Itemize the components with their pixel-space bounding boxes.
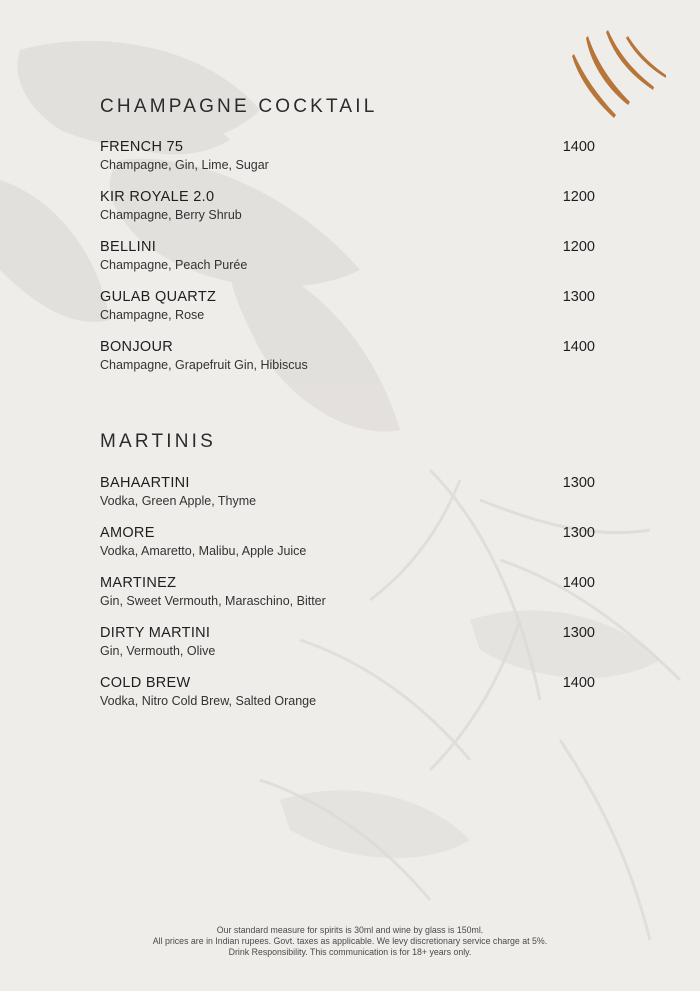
item-description: Champagne, Berry Shrub: [100, 208, 242, 222]
footer-disclaimer: [0, 925, 700, 958]
menu-item-dirty-martini: [100, 625, 595, 665]
item-price: 1200: [562, 189, 595, 205]
item-name: FRENCH 75: [100, 139, 184, 155]
menu-item-gulab-quartz: [100, 289, 595, 329]
item-name: BELLINI: [100, 239, 157, 255]
item-name: DIRTY MARTINI: [100, 625, 211, 641]
footer-line-prices: All prices are in Indian rupees. Govt. taxes as applicable. We levy discretionary service charge at 5%.: [152, 936, 548, 946]
menu-item-bonjour: [100, 339, 595, 379]
item-description: Champagne, Rose: [100, 308, 205, 322]
section-title-martinis: MARTINIS: [100, 431, 217, 452]
item-price: 1400: [562, 675, 595, 691]
item-name: COLD BREW: [100, 675, 191, 691]
item-price: 1300: [562, 625, 595, 641]
item-description: Champagne, Grapefruit Gin, Hibiscus: [100, 358, 308, 372]
item-price: 1300: [562, 525, 595, 541]
item-name: AMORE: [100, 525, 155, 541]
item-price: 1400: [562, 339, 595, 355]
item-price: 1400: [562, 139, 595, 155]
item-description: Vodka, Amaretto, Malibu, Apple Juice: [100, 544, 307, 558]
section-title-champagne-cocktail: CHAMPAGNE COCKTAIL: [100, 96, 378, 117]
menu-item-french-75: [100, 139, 595, 179]
footer-line-measure: Our standard measure for spirits is 30ml and wine by glass is 150ml.: [216, 925, 484, 935]
claw-marks-icon: [568, 30, 668, 130]
item-price: 1200: [562, 239, 595, 255]
item-description: Vodka, Green Apple, Thyme: [100, 494, 257, 508]
menu-item-kir-royale: [100, 189, 595, 229]
item-description: Vodka, Nitro Cold Brew, Salted Orange: [100, 694, 317, 708]
menu-item-cold-brew: [100, 675, 595, 715]
menu-item-martinez: [100, 575, 595, 615]
item-name: BONJOUR: [100, 339, 173, 355]
item-price: 1300: [562, 475, 595, 491]
item-price: 1400: [562, 575, 595, 591]
menu-item-bahaartini: [100, 475, 595, 515]
item-name: MARTINEZ: [100, 575, 177, 591]
item-description: Champagne, Peach Purée: [100, 258, 248, 272]
item-name: BAHAARTINI: [100, 475, 190, 491]
item-name: KIR ROYALE 2.0: [100, 189, 215, 205]
item-name: GULAB QUARTZ: [100, 289, 217, 305]
item-price: 1300: [562, 289, 595, 305]
item-description: Champagne, Gin, Lime, Sugar: [100, 158, 269, 172]
menu-item-bellini: [100, 239, 595, 279]
item-description: Gin, Sweet Vermouth, Maraschino, Bitter: [100, 594, 326, 608]
menu-item-amore: [100, 525, 595, 565]
footer-line-responsibility: Drink Responsibility. This communication is for 18+ years only.: [228, 947, 472, 957]
item-description: Gin, Vermouth, Olive: [100, 644, 216, 658]
